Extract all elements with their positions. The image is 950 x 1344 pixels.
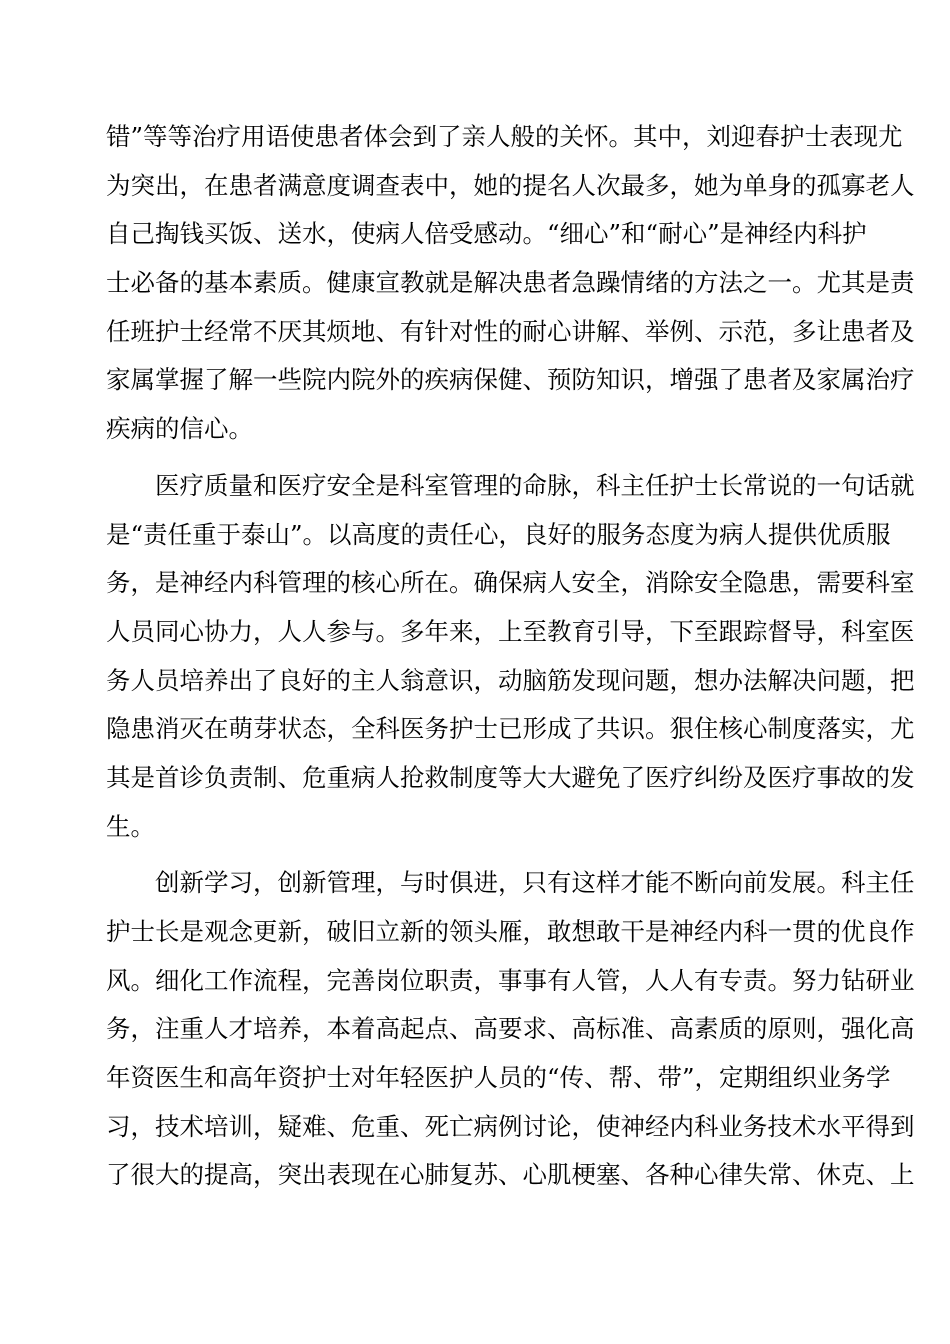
text-line: 护士长是观念更新，破旧立新的领头雁，敢想敢干是神经内科一贯的优良作 [106,917,915,946]
text-line: 生。 [106,811,155,841]
text-line: 隐患消灭在萌芽状态，全科医务护士已形成了共识。狠住核心制度落实，尤 [106,714,915,744]
text-line: 习，技术培训，疑难、危重、死亡病例讨论，使神经内科业务技术水平得到 [106,1111,915,1141]
document-body [106,113,915,1200]
text-line: 务人员培养出了良好的主人翁意识，动脑筋发现问题，想办法解决问题，把 [106,665,915,695]
text-line: 任班护士经常不厌其烦地、有针对性的耐心讲解、举例、示范，多让患者及 [106,316,915,346]
text-line: 风。细化工作流程，完善岗位职责，事事有人管，人人有专责。努力钻研业 [106,965,915,995]
text-line: 士必备的基本素质。健康宣教就是解决患者急躁情绪的方法之一。尤其是责 [106,268,915,298]
text-line: 其是首诊负责制、危重病人抢救制度等大大避免了医疗纠纷及医疗事故的发 [106,762,915,792]
text-line: 错”等等治疗用语使患者体会到了亲人般的关怀。其中，刘迎春护士表现尤 [106,122,903,151]
text-line: 疾病的信心。 [106,414,253,444]
text-line: 了很大的提高，突出表现在心肺复苏、心肌梗塞、各种心律失常、休克、上 [106,1160,915,1190]
text-line: 创新学习，创新管理，与时俱进，只有这样才能不断向前发展。科主任 [155,868,915,898]
text-line: 务，注重人才培养，本着高起点、高要求、高标准、高素质的原则，强化高 [106,1014,915,1044]
text-line: 是“责任重于泰山”。以高度的责任心，良好的服务态度为病人提供优质服 [106,519,891,549]
paragraph-2 [106,462,915,852]
paragraph-spacer [106,851,856,859]
paragraph-spacer [106,454,856,462]
text-line: 人员同心协力，人人参与。多年来，上至教育引导，下至跟踪督导，科室医 [106,616,915,646]
text-line: 自己掏钱买饭、送水，使病人倍受感动。“细心”和“耐心”是神经内科护 [106,219,867,249]
paragraph-1 [106,113,915,454]
text-line: 家属掌握了解一些院内院外的疾病保健、预防知识，增强了患者及家属治疗 [106,365,915,395]
paragraph-3 [106,859,915,1200]
text-line: 务，是神经内科管理的核心所在。确保病人安全，消除安全隐患，需要科室 [106,568,915,598]
text-line: 年资医生和高年资护士对年轻医护人员的“传、帮、带”，定期组织业务学 [106,1063,891,1093]
text-line: 医疗质量和医疗安全是科室管理的命脉，科主任护士长常说的一句话就 [155,470,915,500]
text-line: 为突出，在患者满意度调查表中，她的提名人次最多，她为单身的孤寡老人 [106,170,915,200]
